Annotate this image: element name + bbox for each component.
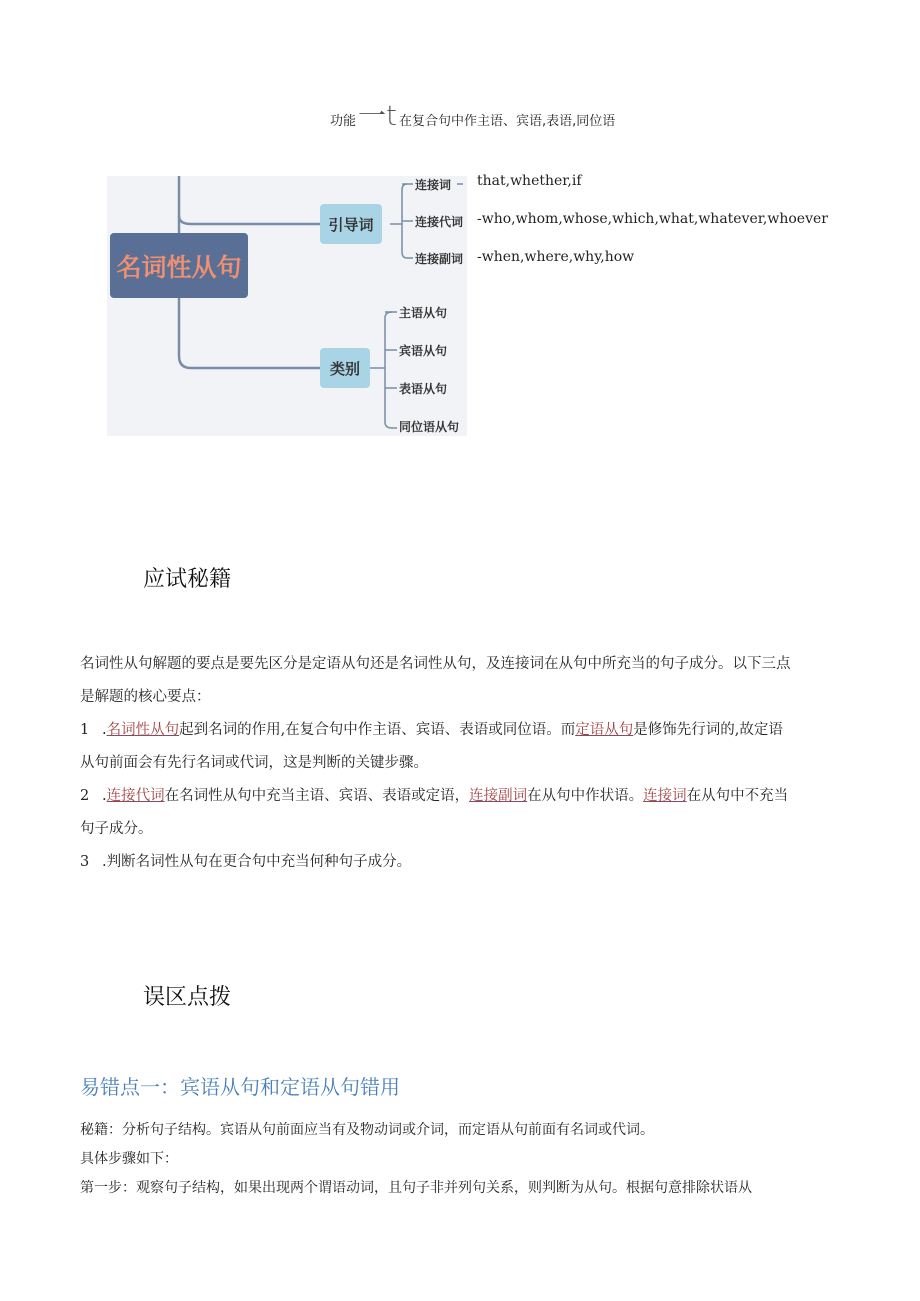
mind-map-leaf: 连接代词 — [415, 215, 464, 229]
mind-map-leaf: 同位语从句 — [399, 420, 460, 434]
function-rest: 在复合句中作主语、宾语,表语,同位语 — [399, 114, 616, 129]
pitfall-line-1: 秘籍：分析句子结构。宾语从句前面应当有及物动词或介词，而定语从句前面有名词或代词。 — [80, 1122, 654, 1138]
pitfall-1-title: 易错点一：宾语从句和定语从句错用 — [80, 1075, 400, 1099]
link-relative-pronoun[interactable]: 连接代词 — [106, 788, 165, 804]
mind-map-figure — [107, 176, 467, 436]
mind-map-branch-type: 类别 — [320, 348, 370, 388]
mind-map-leaf: 连接词 — [415, 178, 452, 192]
function-mark: 一t — [358, 99, 397, 132]
link-relative-adverb[interactable]: 连接副词 — [469, 788, 528, 804]
pitfall-line-2: 具体步骤如下： — [80, 1151, 178, 1167]
point-1: 1 .名词性从句起到名词的作用,在复合句中作主语、宾语、表语或同位语。而定语从句是修饰先行词的,故定语 — [80, 722, 783, 738]
function-prefix: 功能 — [330, 114, 357, 129]
mind-map-leaf: 宾语从句 — [399, 344, 448, 358]
mind-map-leaf: 表语从句 — [399, 382, 448, 396]
mind-map-leaf: 主语从句 — [399, 306, 448, 320]
point-3: 3 .判断名词性从句在更合句中充当何种句子成分。 — [80, 854, 412, 870]
intro-line-1: 名词性从句解题的要点是要先区分是定语从句还是名词性从句，及连接词在从句中所充当的句子成分。以下三点 — [80, 656, 791, 672]
link-attributive-clause[interactable]: 定语从句 — [575, 722, 634, 738]
intro-line-2: 是解题的核心要点： — [80, 689, 211, 705]
section-title-exam-tips: 应试秘籍 — [143, 567, 232, 592]
exam-tips-body — [80, 648, 850, 879]
pitfall-line-3: 第一步：观察句子结构，如果出现两个谓语动词，且句子非并列句关系，则判断为从句。根据句意排除状语从 — [80, 1180, 752, 1196]
link-noun-clause[interactable]: 名词性从句 — [106, 722, 180, 738]
section-title-pitfalls: 误区点拨 — [143, 985, 232, 1010]
relative-adverbs-list: -when,where,why,how — [477, 249, 635, 265]
mind-map-leaf: 连接副词 — [415, 252, 464, 266]
conjunctions-list: that,whether,if — [477, 173, 582, 189]
point-1-cont: 从句前面会有先行名词或代词，这是判断的关键步骤。 — [80, 755, 428, 771]
link-conjunction[interactable]: 连接词 — [643, 788, 687, 804]
relative-pronouns-list: -who,whom,whose,which,what,whatever,whoever — [477, 211, 828, 227]
function-heading — [330, 99, 616, 132]
point-2: 2 .连接代词在名词性从句中充当主语、宾语、表语或定语，连接副词在从句中作状语。连接词在从句中不充当 — [80, 788, 789, 804]
point-2-cont: 句子成分。 — [80, 821, 153, 837]
mind-map-root: 名词性从句 — [110, 233, 248, 298]
mind-map-branch-guide: 引导词 — [320, 204, 382, 244]
pitfall-1-body — [80, 1116, 870, 1203]
